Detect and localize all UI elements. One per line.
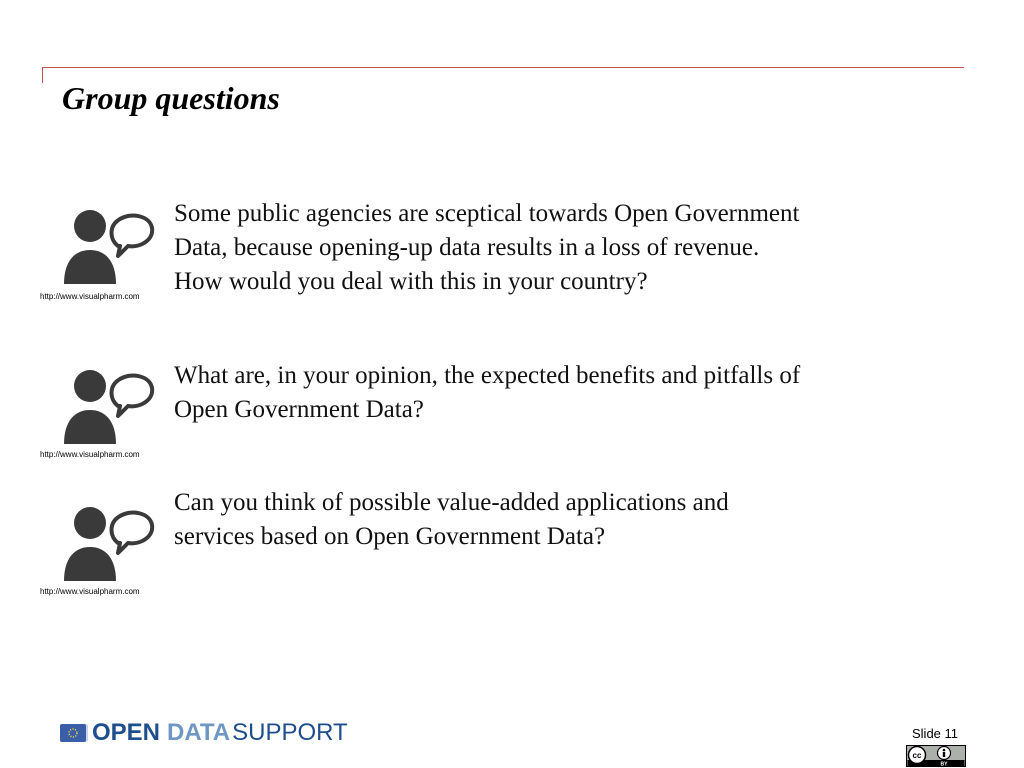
person-speech-bubble-icon	[60, 366, 156, 446]
brand-open: OPEN	[92, 719, 161, 746]
svg-text:cc: cc	[912, 751, 922, 760]
image-credit: http://www.visualpharm.com	[40, 450, 140, 459]
question-line: Some public agencies are sceptical towards Open Government	[174, 200, 800, 227]
question-text	[174, 486, 974, 554]
question-text	[174, 197, 974, 299]
slide-number: Slide 11	[912, 726, 959, 741]
question-line: Can you think of possible value-added applications and	[174, 489, 729, 516]
open-data-support-logo	[60, 718, 348, 748]
image-credit: http://www.visualpharm.com	[40, 587, 140, 596]
question-line: Open Government Data?	[174, 396, 424, 423]
question-line: Data, because opening-up data results in a loss of revenue.	[174, 234, 760, 261]
eu-flag-icon	[60, 724, 86, 742]
brand-name	[92, 718, 348, 748]
question-line: How would you deal with this in your country?	[174, 268, 648, 295]
person-speech-bubble-icon	[60, 503, 156, 583]
image-credit: http://www.visualpharm.com	[40, 292, 140, 301]
question-line: What are, in your opinion, the expected benefits and pitfalls of	[174, 362, 801, 389]
person-speech-bubble-icon	[60, 206, 156, 286]
slide-title: Group questions	[62, 80, 280, 116]
svg-text:BY: BY	[940, 761, 948, 767]
brand-support: SUPPORT	[232, 719, 348, 746]
question-line: services based on Open Government Data?	[174, 523, 606, 550]
brand-data: DATA	[167, 719, 231, 746]
header-rule	[42, 67, 964, 68]
header-rule-tick	[42, 67, 43, 83]
cc-by-icon	[906, 745, 966, 767]
question-text	[174, 359, 974, 427]
